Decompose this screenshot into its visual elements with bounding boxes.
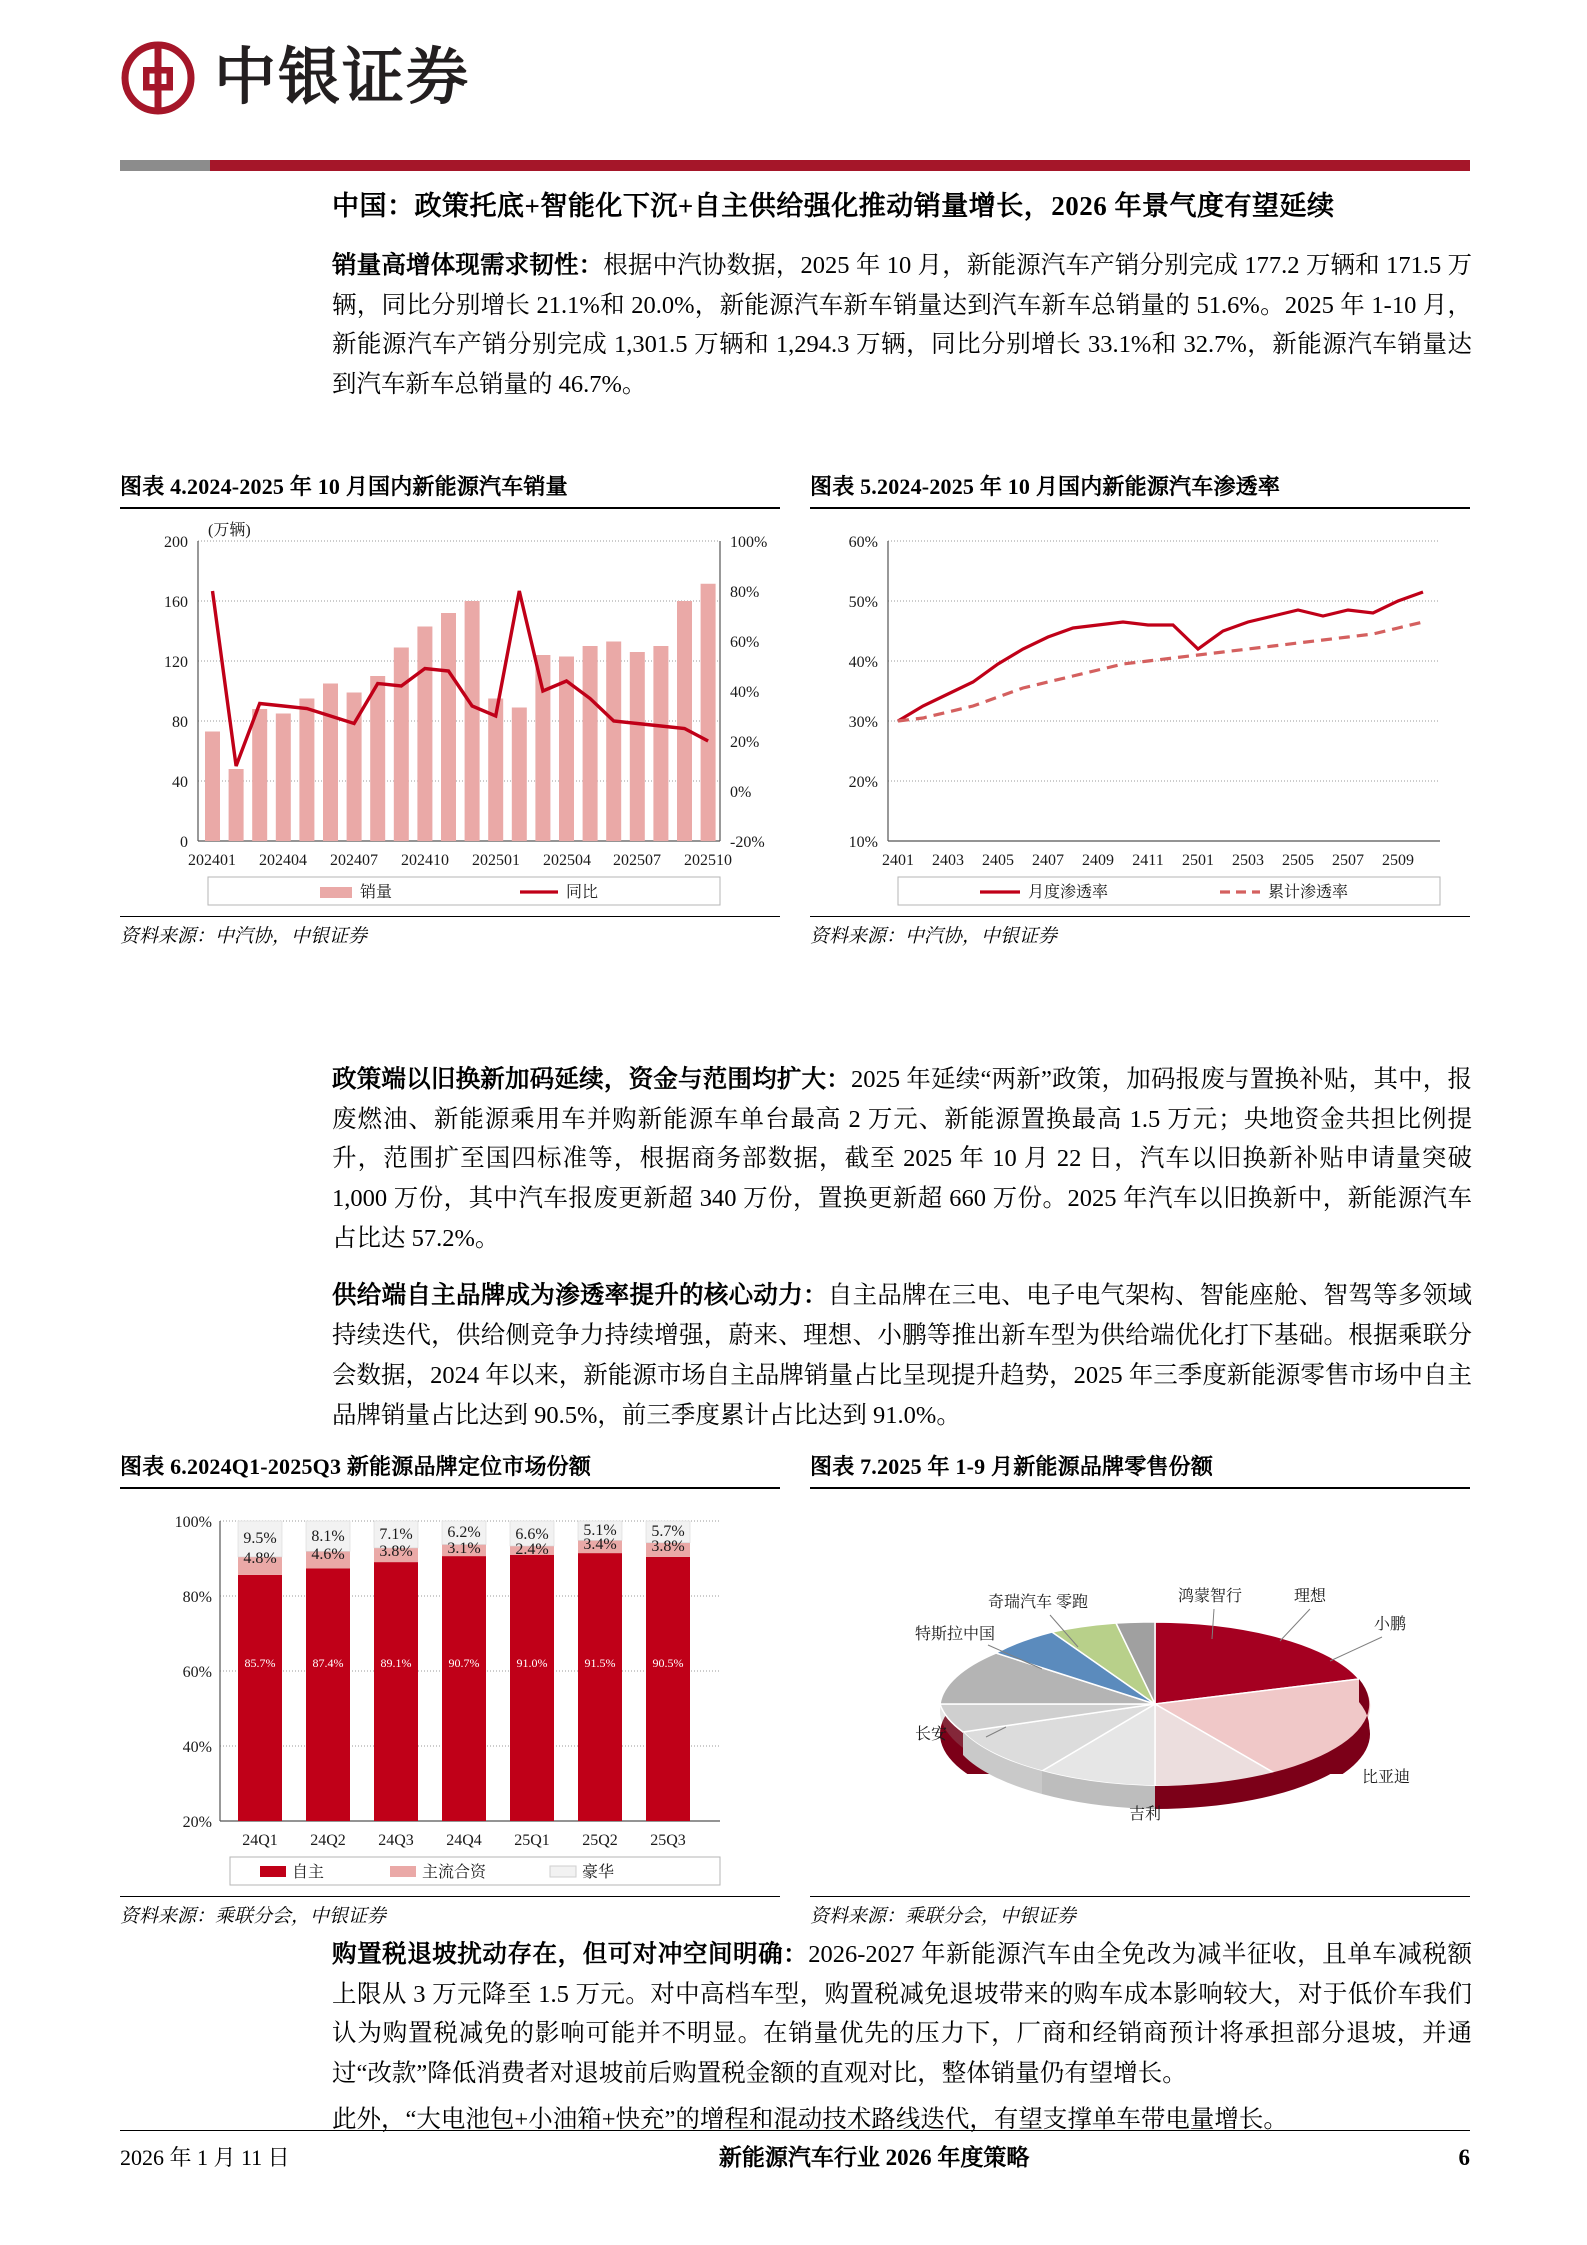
legend-yoy: 同比 [566, 884, 599, 901]
svg-text:100%: 100% [174, 1514, 212, 1531]
header-rule-grey [120, 160, 210, 171]
svg-text:24Q3: 24Q3 [378, 1832, 414, 1849]
figure-6 [120, 1450, 780, 1928]
legend-domestic: 自主 [292, 1864, 325, 1881]
svg-text:120: 120 [164, 654, 188, 671]
page-footer [120, 2130, 1470, 2172]
figure-4-title: 图表 4.2024-2025 年 10 月国内新能源汽车销量 [120, 474, 568, 499]
label-jv-25q2: 3.4% [583, 1536, 617, 1553]
svg-text:2501: 2501 [1182, 852, 1214, 869]
svg-text:30%: 30% [848, 714, 878, 731]
svg-text:160: 160 [164, 594, 188, 611]
svg-text:202410: 202410 [401, 852, 449, 869]
footer-page-number: 6 [1458, 2145, 1470, 2170]
label-domestic-24q1: 85.7% [244, 1656, 276, 1670]
pie-label-xpeng: 小鹏 [1373, 1616, 1407, 1633]
svg-text:0: 0 [180, 834, 188, 851]
label-domestic-25q1: 91.0% [516, 1656, 548, 1670]
svg-text:40%: 40% [848, 654, 878, 671]
label-luxury-24q4: 6.2% [447, 1524, 481, 1541]
label-domestic-24q3: 89.1% [380, 1656, 412, 1670]
paragraph-policy [332, 1060, 1472, 1258]
svg-text:60%: 60% [730, 634, 760, 651]
label-jv-25q1: 2.4% [515, 1541, 549, 1558]
paragraph-policy-body: 2025 年延续“两新”政策，加码报废与置换补贴，其中，报废燃油、新能源乘用车并购新能源车单台最高 2 万元、新能源置换最高 1.5 万元；央地资金共担比例提升，范围扩至国四标准等，根据商务部数据，截至 2025 年 10 月 22 日，汽车以旧换新补贴申请量突破 1,000 万份，其中汽车报废更新超 340 万份，置换更新超 660 万份。2025 年汽车以旧换新中，新能源汽车占比达 57.2%。 [332, 1066, 1473, 1252]
figure-7-chart [810, 1489, 1470, 1894]
label-luxury-25q3: 5.7% [651, 1523, 685, 1540]
pie-label-biyadi: 比亚迪 [1362, 1769, 1411, 1786]
y-axis-unit: (万辆) [208, 522, 251, 539]
pie-label-lixiang: 理想 [1293, 1588, 1327, 1605]
figure-4-chart [120, 509, 780, 914]
figure-4 [120, 470, 780, 948]
label-jv-24q2: 4.6% [311, 1546, 345, 1563]
svg-text:2503: 2503 [1232, 852, 1264, 869]
header-rule [120, 160, 1470, 171]
figure-7-title: 图表 7.2025 年 1-9 月新能源品牌零售份额 [810, 1454, 1214, 1479]
label-jv-24q4: 3.1% [447, 1540, 481, 1557]
svg-text:24Q4: 24Q4 [446, 1832, 482, 1849]
legend-monthly-penetration: 月度渗透率 [1028, 884, 1109, 901]
label-domestic-25q2: 91.5% [584, 1656, 616, 1670]
svg-text:200: 200 [164, 534, 188, 551]
paragraph-supply-body: 自主品牌在三电、电子电气架构、智能座舱、智驾等多领域持续迭代，供给侧竞争力持续增强，蔚来、理想、小鹏等推出新车型为供给端优化打下基础。根据乘联分会数据，2024 年以来，新能源市场自主品牌销量占比呈现提升趋势，2025 年三季度新能源零售市场中自主品牌销量占比达到 90.5%，前三季度累计占比达到 91.0%。 [332, 1282, 1473, 1429]
paragraph-lead-bold: 销量高增体现需求韧性： [332, 251, 604, 279]
figure-4-source: 资料来源：中汽协，中银证券 [120, 916, 780, 948]
legend-luxury: 豪华 [582, 1864, 615, 1881]
svg-text:2403: 2403 [932, 852, 964, 869]
cumulative-penetration-line [898, 622, 1423, 721]
svg-text:40: 40 [172, 774, 188, 791]
mid-text-block [332, 1060, 1472, 1441]
label-jv-25q3: 3.8% [651, 1538, 685, 1555]
figure-7 [810, 1450, 1470, 1928]
svg-text:20%: 20% [848, 774, 878, 791]
svg-text:2509: 2509 [1382, 852, 1414, 869]
footer-report-name: 新能源汽车行业 2026 年度策略 [718, 2145, 1030, 2170]
svg-text:202501: 202501 [472, 852, 520, 869]
label-domestic-25q3: 90.5% [652, 1656, 684, 1670]
figure-6-title: 图表 6.2024Q1-2025Q3 新能源品牌定位市场份额 [120, 1454, 592, 1479]
paragraph-body: 根据中汽协数据，2025 年 10 月，新能源汽车产销分别完成 177.2 万辆和 171.5 万辆，同比分别增长 21.1%和 20.0%，新能源汽车新车销量达到汽车新车总销量的 51.6%。2025 年 1-10 月，新能源汽车产销分别完成 1,301.5 万辆和 1,294.3 万辆，同比分别增长 33.1%和 32.7%，新能源汽车销量达到汽车新车总销量的 46.7%。 [332, 251, 1473, 398]
figure-5-title: 图表 5.2024-2025 年 10 月国内新能源汽车渗透率 [810, 474, 1281, 499]
figure-5 [810, 470, 1470, 948]
svg-text:10%: 10% [848, 834, 878, 851]
header-rule-red [210, 160, 1470, 171]
figure-5-source: 资料来源：中汽协，中银证券 [810, 916, 1470, 948]
svg-text:2411: 2411 [1132, 852, 1164, 869]
legend-joint-venture: 主流合资 [422, 1864, 487, 1881]
paragraph-policy-bold: 政策端以旧换新加码延续，资金与范围均扩大： [332, 1066, 851, 1093]
svg-text:2405: 2405 [982, 852, 1014, 869]
paragraph-supply [332, 1276, 1472, 1435]
label-domestic-24q4: 90.7% [448, 1656, 480, 1670]
paragraph-tax-body: 2026-2027 年新能源汽车由全免改为减半征收，且单车减税额上限从 3 万元降至 1.5 万元。对中高档车型，购置税减免退坡带来的购车成本影响较大，对于低价车我们认为购置税减免的影响可能并不明显。在销量优先的压力下，厂商和经销商预计将承担部分退坡，并通过“改款”降低消费者对退坡前后购置税金额的直观对比，整体销量仍有望增长。 [332, 1941, 1472, 2088]
paragraph-sales-growth [332, 246, 1472, 405]
company-name: 中银证券 [214, 44, 471, 112]
svg-text:202507: 202507 [613, 852, 661, 869]
footer-date: 2026 年 1 月 11 日 [120, 2145, 290, 2170]
svg-text:80%: 80% [730, 584, 760, 601]
svg-text:25Q1: 25Q1 [514, 1832, 550, 1849]
paragraph-purchase-tax [332, 1935, 1472, 2094]
svg-text:25Q3: 25Q3 [650, 1832, 686, 1849]
figure-5-chart [810, 509, 1470, 914]
svg-text:80%: 80% [182, 1589, 212, 1606]
svg-text:20%: 20% [730, 734, 760, 751]
svg-text:0%: 0% [730, 784, 752, 801]
brand-share-stacked-bar-chart [120, 1489, 780, 1889]
svg-text:40%: 40% [182, 1739, 212, 1756]
label-jv-24q3: 3.8% [379, 1543, 413, 1560]
bottom-text-block [332, 1935, 1472, 2145]
paragraph-supply-bold: 供给端自主品牌成为渗透率提升的核心动力： [332, 1282, 828, 1310]
brand-retail-share-pie-chart [810, 1489, 1470, 1889]
paragraph-battery-tech: 此外，“大电池包+小油箱+快充”的增程和混动技术路线迭代，有望支撑单车带电量增长。 [332, 2105, 1288, 2133]
legend-sales: 销量 [360, 884, 393, 901]
svg-text:202401: 202401 [188, 852, 236, 869]
page-title: 中国：政策托底+智能化下沉+自主供给强化推动销量增长，2026 年景气度有望延续 [332, 191, 1335, 221]
figure-7-source: 资料来源：乘联分会，中银证券 [810, 1896, 1470, 1928]
pie-label-tesla: 特斯拉中国 [915, 1626, 996, 1643]
section-intro [332, 186, 1472, 413]
label-luxury-25q1: 6.6% [515, 1526, 549, 1543]
label-luxury-25q2: 5.1% [583, 1522, 617, 1539]
label-domestic-24q2: 87.4% [312, 1656, 344, 1670]
svg-text:60%: 60% [182, 1664, 212, 1681]
svg-text:202407: 202407 [330, 852, 378, 869]
svg-text:25Q2: 25Q2 [582, 1832, 618, 1849]
svg-text:2409: 2409 [1082, 852, 1114, 869]
pie-label-jili: 吉利 [1128, 1806, 1162, 1823]
label-luxury-24q2: 8.1% [311, 1528, 345, 1545]
label-luxury-24q1: 9.5% [243, 1530, 277, 1547]
figure-6-source: 资料来源：乘联分会，中银证券 [120, 1896, 780, 1928]
pie-label-changan: 长安 [915, 1726, 948, 1743]
boc-logo-icon [120, 40, 196, 116]
svg-text:24Q2: 24Q2 [310, 1832, 346, 1849]
svg-text:40%: 40% [730, 684, 760, 701]
label-luxury-24q3: 7.1% [379, 1526, 413, 1543]
svg-text:50%: 50% [848, 594, 878, 611]
svg-text:202504: 202504 [543, 852, 591, 869]
label-jv-24q1: 4.8% [243, 1550, 277, 1567]
svg-text:2505: 2505 [1282, 852, 1314, 869]
domestic-bars [238, 1553, 690, 1821]
svg-text:20%: 20% [182, 1814, 212, 1831]
svg-text:2401: 2401 [882, 852, 914, 869]
svg-text:100%: 100% [730, 534, 768, 551]
pie-label-hongmeng: 鸿蒙智行 [1177, 1588, 1243, 1605]
svg-text:202510: 202510 [684, 852, 732, 869]
paragraph-tax-bold: 购置税退坡扰动存在，但可对冲空间明确： [332, 1941, 809, 1968]
svg-text:60%: 60% [848, 534, 878, 551]
svg-text:-20%: -20% [730, 834, 765, 851]
svg-text:2407: 2407 [1032, 852, 1064, 869]
svg-text:202404: 202404 [259, 852, 307, 869]
monthly-penetration-line [898, 592, 1423, 721]
sales-bar-line-chart [120, 509, 780, 909]
page-header [120, 40, 1470, 150]
penetration-line-chart [810, 509, 1470, 909]
figure-6-chart [120, 1489, 780, 1894]
svg-text:2507: 2507 [1332, 852, 1364, 869]
svg-text:24Q1: 24Q1 [242, 1832, 278, 1849]
svg-text:80: 80 [172, 714, 188, 731]
company-logo [120, 40, 1470, 116]
pie-label-chery-leapmotor: 奇瑞汽车 零跑 [987, 1594, 1089, 1611]
sales-bars [205, 584, 716, 841]
legend-cumulative-penetration: 累计渗透率 [1268, 884, 1349, 901]
